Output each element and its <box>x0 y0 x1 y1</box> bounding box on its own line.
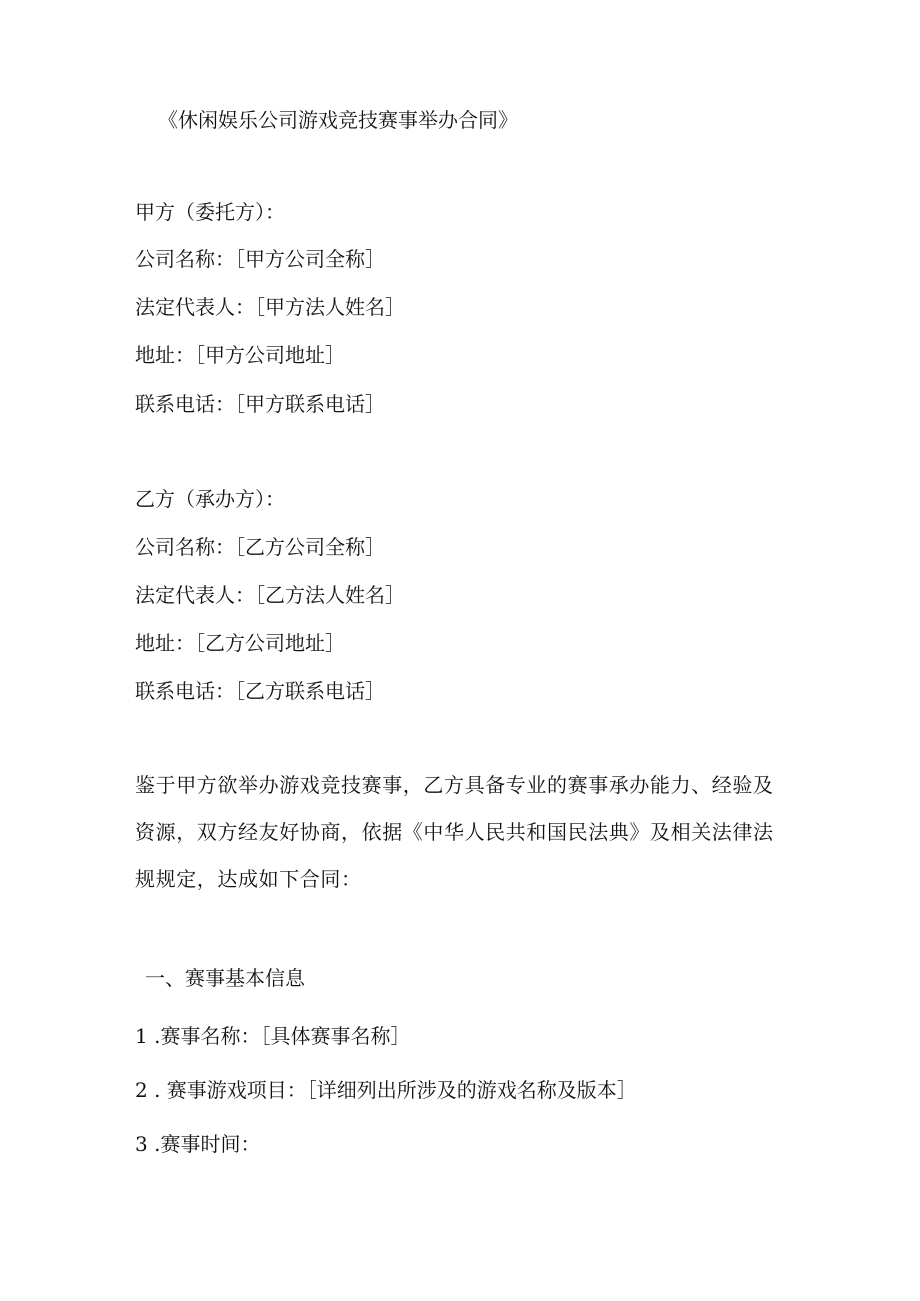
party-b-legal-rep: 法定代表人：［乙方法人姓名］ <box>135 583 405 607</box>
section-item-3: 3 .赛事时间： <box>135 1132 261 1156</box>
party-a-address: 地址：［甲方公司地址］ <box>135 343 345 367</box>
party-b-address: 地址：［乙方公司地址］ <box>135 631 345 655</box>
party-a-company: 公司名称：［甲方公司全称］ <box>135 247 385 271</box>
party-b-company: 公司名称：［乙方公司全称］ <box>135 535 385 559</box>
party-a-heading: 甲方（委托方）： <box>135 200 285 224</box>
party-b-phone: 联系电话：［乙方联系电话］ <box>135 679 385 703</box>
section-item-1: 1 .赛事名称：［具体赛事名称］ <box>135 1024 411 1048</box>
section-item-2: 2 . 赛事游戏项目：［详细列出所涉及的游戏名称及版本］ <box>135 1078 637 1102</box>
party-b-heading: 乙方（承办方）： <box>135 487 285 511</box>
preamble-paragraph: 鉴于甲方欲举办游戏竞技赛事，乙方具备专业的赛事承办能力、经验及资源，双方经友好协商，依据《中华人民共和国民法典》及相关法律法规规定，达成如下合同： <box>135 773 774 891</box>
document-title: 《休闲娱乐公司游戏竞技赛事举办合同》 <box>158 108 518 132</box>
party-a-legal-rep: 法定代表人：［甲方法人姓名］ <box>135 295 405 319</box>
party-a-phone: 联系电话：［甲方联系电话］ <box>135 392 385 416</box>
section-heading-basic-info: 一、赛事基本信息 <box>145 966 305 990</box>
